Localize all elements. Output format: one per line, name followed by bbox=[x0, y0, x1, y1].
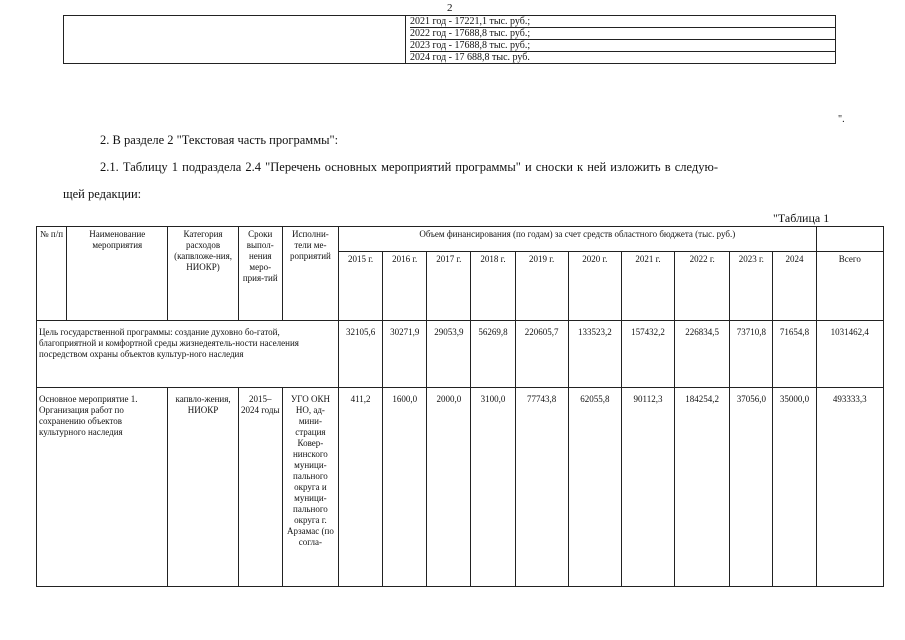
top-table-right-cell bbox=[406, 16, 836, 64]
activity-executors: УГО ОКН НО, ад-мини-страция Ковер-нинского муници-пального округа и муници-пального округа г. Арзамас (по согла- bbox=[282, 388, 338, 587]
goal-value: 73710,8 bbox=[730, 321, 773, 388]
header-year: 2015 г. bbox=[339, 252, 383, 321]
goal-total: 1031462,4 bbox=[816, 321, 883, 388]
page-number: 2 bbox=[447, 2, 453, 14]
closing-quote: ". bbox=[838, 114, 845, 125]
header-year: 2024 bbox=[773, 252, 816, 321]
paragraph-table-1: 2.1. Таблицу 1 подраздела 2.4 "Перечень основных мероприятий программы" и сноски к ней изложить в следую- bbox=[100, 160, 718, 174]
goal-value: 29053,9 bbox=[427, 321, 471, 388]
funding-line: 2021 год - 17221,1 тыс. руб.; bbox=[410, 16, 835, 28]
goal-value: 220605,7 bbox=[515, 321, 568, 388]
activity-value: 90112,3 bbox=[621, 388, 674, 587]
activity-value: 77743,8 bbox=[515, 388, 568, 587]
activity-value: 411,2 bbox=[339, 388, 383, 587]
header-total: Всего bbox=[816, 252, 883, 321]
header-name: Наименование мероприятия bbox=[67, 227, 168, 321]
activity-value: 184254,2 bbox=[675, 388, 730, 587]
header-year: 2023 г. bbox=[730, 252, 773, 321]
activity-value: 35000,0 bbox=[773, 388, 816, 587]
table-row-activity-1 bbox=[37, 388, 884, 587]
header-num: № п/п bbox=[37, 227, 67, 321]
goal-value: 56269,8 bbox=[471, 321, 515, 388]
goal-text: Цель государственной программы: создание духовно бо-гатой, благоприятной и комфортной среды жизнедеятель-ности населения посредством охраны объектов культур-ного наследия bbox=[37, 321, 339, 388]
header-funding: Объем финансирования (по годам) за счет средств областного бюджета (тыс. руб.) bbox=[339, 227, 817, 252]
goal-value: 226834,5 bbox=[675, 321, 730, 388]
funding-line: 2023 год - 17688,8 тыс. руб.; bbox=[410, 40, 835, 52]
activity-value: 3100,0 bbox=[471, 388, 515, 587]
paragraph-section-2: 2. В разделе 2 "Текстовая часть программы": bbox=[100, 133, 339, 147]
paragraph-table-1-continuation: щей редакции: bbox=[63, 187, 142, 201]
goal-value: 30271,9 bbox=[383, 321, 427, 388]
header-category: Категория расходов (капвложе-ния, НИОКР) bbox=[168, 227, 238, 321]
activity-total: 493333,3 bbox=[816, 388, 883, 587]
header-terms: Сроки выпол-нения меро-прия-тий bbox=[238, 227, 282, 321]
table-caption: "Таблица 1 bbox=[773, 211, 830, 225]
header-empty bbox=[816, 227, 883, 252]
funding-line: 2024 год - 17 688,8 тыс. руб. bbox=[410, 52, 530, 63]
activity-value: 37056,0 bbox=[730, 388, 773, 587]
header-executors: Исполни-тели ме-роприятий bbox=[282, 227, 338, 321]
activity-category: капвло-жения, НИОКР bbox=[168, 388, 238, 587]
goal-value: 32105,6 bbox=[339, 321, 383, 388]
goal-value: 157432,2 bbox=[621, 321, 674, 388]
header-year: 2018 г. bbox=[471, 252, 515, 321]
activity-name: Основное мероприятие 1. Организация работ по сохранению объектов культурного наследия bbox=[37, 388, 168, 587]
goal-value: 133523,2 bbox=[568, 321, 621, 388]
top-table-left-cell bbox=[64, 16, 406, 64]
header-year: 2020 г. bbox=[568, 252, 621, 321]
header-year: 2016 г. bbox=[383, 252, 427, 321]
activity-value: 62055,8 bbox=[568, 388, 621, 587]
activity-terms: 2015–2024 годы bbox=[238, 388, 282, 587]
activity-value: 2000,0 bbox=[427, 388, 471, 587]
top-table bbox=[63, 15, 836, 64]
goal-value: 71654,8 bbox=[773, 321, 816, 388]
activity-value: 1600,0 bbox=[383, 388, 427, 587]
table-row-goal bbox=[37, 321, 884, 388]
funding-line: 2022 год - 17688,8 тыс. руб.; bbox=[410, 28, 835, 40]
activities-table bbox=[36, 226, 884, 587]
header-year: 2019 г. bbox=[515, 252, 568, 321]
header-year: 2022 г. bbox=[675, 252, 730, 321]
header-year: 2021 г. bbox=[621, 252, 674, 321]
header-year: 2017 г. bbox=[427, 252, 471, 321]
